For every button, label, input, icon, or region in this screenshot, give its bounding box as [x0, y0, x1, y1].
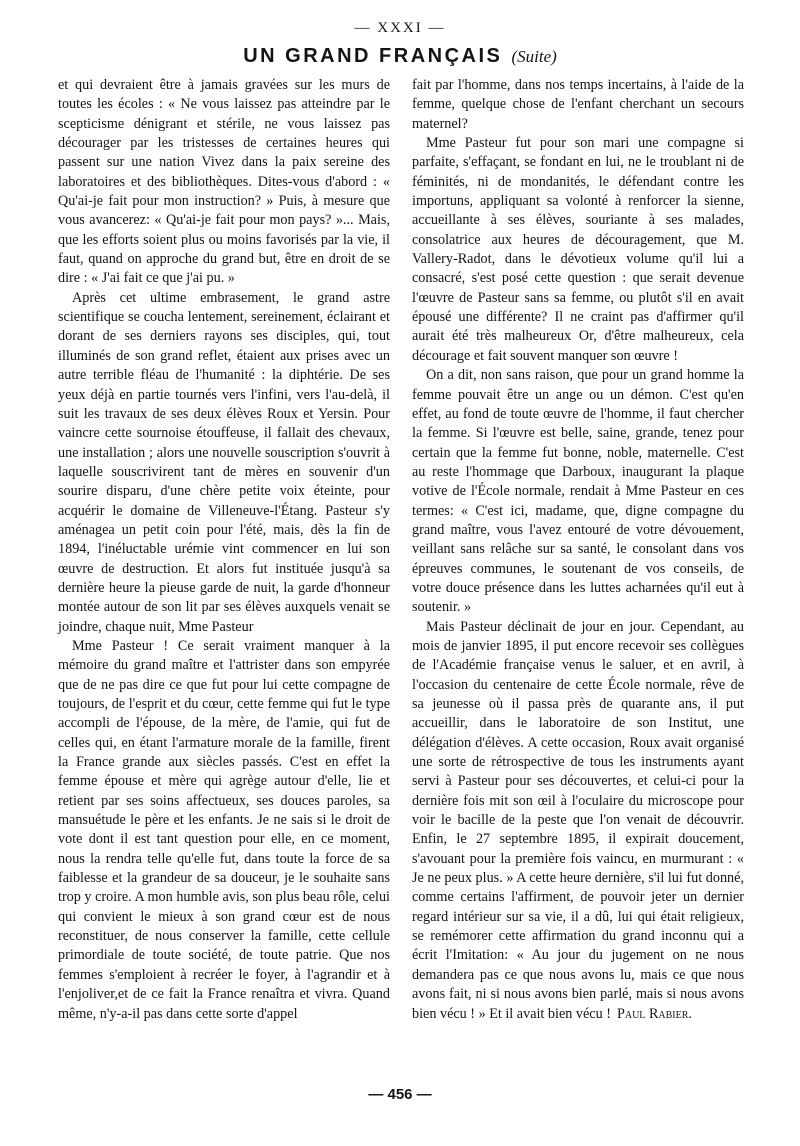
paragraph-text: Mais Pasteur déclinait de jour en jour. Cependant, au mois de janvier 1895, il put encore recevoir ses collègues de l'Académie française venus le saluer, et en avril, à l'occasion du centenaire de cette École normale, rêve de sa jeunesse où il passa près de quarante ans, il put accueillir, dans le laboratoire de son Institut, une délégation d'élèves. A cette occasion, Roux avait organisé une sorte de rétrospective de tous les instruments ayant servi à Pasteur pour ses découvertes, et celui-ci pour la dernière fois mit son œil à l'oculaire du microscope pour voir le bacille de la peste que l'on venait de découvrir. Enfin, le 27 septembre 1895, il expirait doucement, s'avouant pour la première fois vaincu, en murmurant : « Je ne peux plus. » A cette heure dernière, s'il lui fut donné, comme certains l'affirment, de pouvoir jeter un dernier regard intérieur sur sa vie, il a dû, lui qui était religieux, se remémorer cette affirmation du grand inconnu qui a écrit l'Imitation: « Au jour du jugement on ne nous demandera pas ce que nous avons lu, mais ce que nous avons fait, ni si nous avons bien parlé, mais si nous avons bien vécu ! » Et il avait bien vécu ! — [412, 618, 744, 1022]
right-column — [412, 76, 744, 1024]
article-title-row — [0, 45, 800, 68]
page-number: — 456 — — [368, 1086, 432, 1103]
paragraph: On a dit, non sans raison, que pour un grand homme la femme pouvait être un ange ou un démon. C'est qu'en effet, au fond de toute œuvre de l'homme, il faut chercher la femme. Si l'œuvre est belle, saine, grande, tenez pour certain que la femme fut bonne, noble, maternelle. C'est au reste l'hommage que Darboux, inaugurant la plaque votive de l'École normale, rendait à Mme Pasteur en ces termes: « C'est ici, madame, que, digne compagne du grand maître, vous l'avez entouré de votre dévouement, veillant sans relâche sur sa santé, le consolant dans vos épreuves communes, le soutenant de vos conseils, de votre douce présence dans les luttes acharnées qu'il eut à soutenir. » — [412, 367, 744, 616]
left-column — [58, 76, 390, 1024]
author-signature: Paul Rabier. — [616, 1005, 692, 1022]
paragraph: Mme Pasteur fut pour son mari une compagne si parfaite, s'effaçant, se fondant en lui, ne le troublant ni de féminités, ni de mondanités, le défendant contre les importuns, appliquant sa volonté à renforcer la sienne, accueillante à ses élèves, souriante à ses malades, consolatrice aux heures de découragement, que M. Vallery-Radot, dans le dévotieux volume qu'il lui a consacré, s'est posé cette question : que serait devenue l'œuvre de Pasteur sans sa femme, ou plutôt s'il en avait épousé une différente? Il ne craint pas d'affirmer qu'il aurait été très malheureux Or, d'être malheureux, cela décourage et fait souvent manquer son œuvre ! — [412, 135, 744, 364]
roman-page-number: — XXXI — — [354, 20, 446, 36]
paragraph: fait par l'homme, dans nos temps incertains, à l'aide de la femme, quelque chose de l'enfant cherchant un secours maternel? — [412, 77, 744, 132]
closing-paragraph — [412, 618, 744, 1024]
paragraph: et qui devraient être à jamais gravées sur les murs de toutes les écoles : « Ne vous laissez pas atteindre par le scepticisme dénigrant et stérile, ne vous laissez pas décourager par les tristesses de certaines heures qui passent sur une nation Vivez dans la paix sereine des laboratoires et des bibliothèques. Dites-vous d'abord : « Qu'ai-je fait pour mon instruction? » Puis, à mesure que vous avancerez: « Qu'ai-je fait pour mon pays? »... Mais, que les efforts soient plus ou moins favorisés par la vie, il faut, quand on approche du grand but, être en droit de se dire : « J'ai fait ce que j'ai pu. » — [58, 77, 390, 287]
paragraph: Mme Pasteur ! Ce serait vraiment manquer à la mémoire du grand maître et l'attrister dans son empyrée que de ne pas dire ce que fut pour lui cette compagne de toujours, de l'esprit et du cœur, cette femme qui fut le type accompli de l'épouse, de la mère, de l'amie, qui fut de celles qui, en étant l'armature morale de la famille, firent la France grande aux siècles passés. C'est en effet la femme épouse et mère qui agrège autour d'elle, lie et retient par ses soins affectueux, ses douces paroles, sa mansuétude le père et les enfants. Je ne sais si le droit de vote dont il est tant question pour elle, en ce moment, nous la rendra telle qu'elle fut, dans toute la force de sa faiblesse et la grandeur de sa douceur, je le souhaite sans trop y croire. A mon humble avis, son plus beau rôle, celui qui convient le mieux à son grand cœur est de nous reconstituer, de nous conserver la famille, cette cellule primordiale de toute société, de toute patrie. Que nos femmes s'emploient à recréer le foyer, à l'agrandir et à l'enjoliver,et de ce fait la France renaîtra et vivra. Quand même, n'y-a-il pas dans cette sorte d'appel — [58, 637, 390, 1022]
paragraph: Après cet ultime embrasement, le grand astre scientifique se coucha lentement, sereinement, éclairant et dorant de ses derniers rayons ses disciples, qui, tout illuminés de son grand reflet, étaient aux prises avec un autre terrible fléau de l'humanité : la diphtérie. De ses yeux déjà en partie tournés vers l'infini, vers l'au-delà, il suit les travaux de ses deux élèves Roux et Yersin. Pour vaincre cette sournoise étouffeuse, il fallait des chevaux, une installation ; alors une nouvelle souscription s'ouvrit à laquelle souscrivirent tant de mères en souvenir d'un sourire disparu, d'une chère petite voix éteinte, pour acquérir le domaine de Villeneuve-l'Étang. Pasteur s'y aménagea un petit coin pour l'été, mais, dès la fin de 1894, l'inéluctable urémie vint commencer en lui son œuvre de destruction. Et alors fut instituée jusqu'à sa dernière heure la pieuse garde de nuit, la garde d'honneur montée autour de son lit par ses élèves auxquels venait se joindre, chaque nuit, Mme Pasteur — [58, 289, 390, 635]
article-title: UN GRAND FRANÇAIS — [243, 45, 503, 67]
article-subtitle: (Suite) — [511, 47, 557, 66]
